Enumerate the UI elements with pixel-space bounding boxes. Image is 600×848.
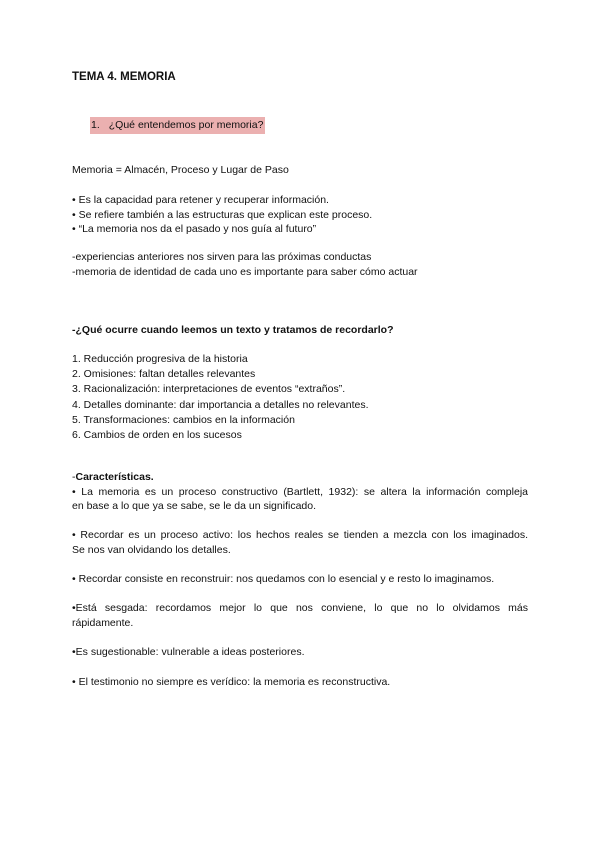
paragraph-line: Se nos van olvidando los detalles. [72,543,231,556]
paragraph-line: • Recordar es un proceso activo: los hechos reales se tienden a mezcla con los imaginados. [72,529,528,541]
heading-label: Características. [75,471,154,483]
page-title: TEMA 4. MEMORIA [72,71,176,83]
numbered-item: 1. Reducción progresiva de la historia [72,353,248,365]
numbered-item: 3. Racionalización: interpretaciones de eventos “extraños”. [72,383,346,396]
characteristics-heading [72,470,154,485]
paragraph-line: •Es sugestionable: vulnerable a ideas posteriores. [72,646,305,658]
numbered-item: 5. Transformaciones: cambios en la información [72,413,295,426]
dash-line: -experiencias anteriores nos sirven para las próximas conductas [72,251,372,263]
bullet-item: • Es la capacidad para retener y recuperar información. [72,194,329,206]
bullet-item: • Se refiere también a las estructuras que explican este proceso. [72,208,373,221]
heading-prefix: - [72,471,76,483]
numbered-item: 4. Detalles dominante: dar importancia a detalles no relevantes. [72,398,369,411]
numbered-item: 2. Omisiones: faltan detalles relevantes [72,368,256,381]
paragraph-line: rápidamente. [72,616,134,629]
dash-line: -memoria de identidad de cada uno es importante para saber cómo actuar [72,265,418,278]
paragraph-line: •Está sesgada: recordamos mejor lo que nos conviene, lo que no lo olvidamos más [72,602,528,614]
memory-definition: Memoria = Almacén, Proceso y Lugar de Paso [72,164,289,176]
paragraph-line: • Recordar consiste en reconstruir: nos quedamos con lo esencial y e resto lo imaginamos. [72,573,495,585]
paragraph-line: • El testimonio no siempre es verídico: la memoria es reconstructiva. [72,676,391,688]
section-number: 1. [91,119,100,131]
bullet-item: • “La memoria nos da el pasado y nos guía al futuro” [72,223,317,236]
question-heading: -¿Qué ocurre cuando leemos un texto y tratamos de recordarlo? [72,324,394,336]
paragraph-line: • La memoria es un proceso constructivo (Bartlett, 1932): se altera la información compleja [72,485,528,498]
numbered-item: 6. Cambios de orden en los sucesos [72,429,242,441]
section-heading-highlighted [90,117,265,134]
section-question: ¿Qué entendemos por memoria? [108,119,264,131]
paragraph-line: en base a lo que ya se sabe, se le da un significado. [72,500,317,513]
